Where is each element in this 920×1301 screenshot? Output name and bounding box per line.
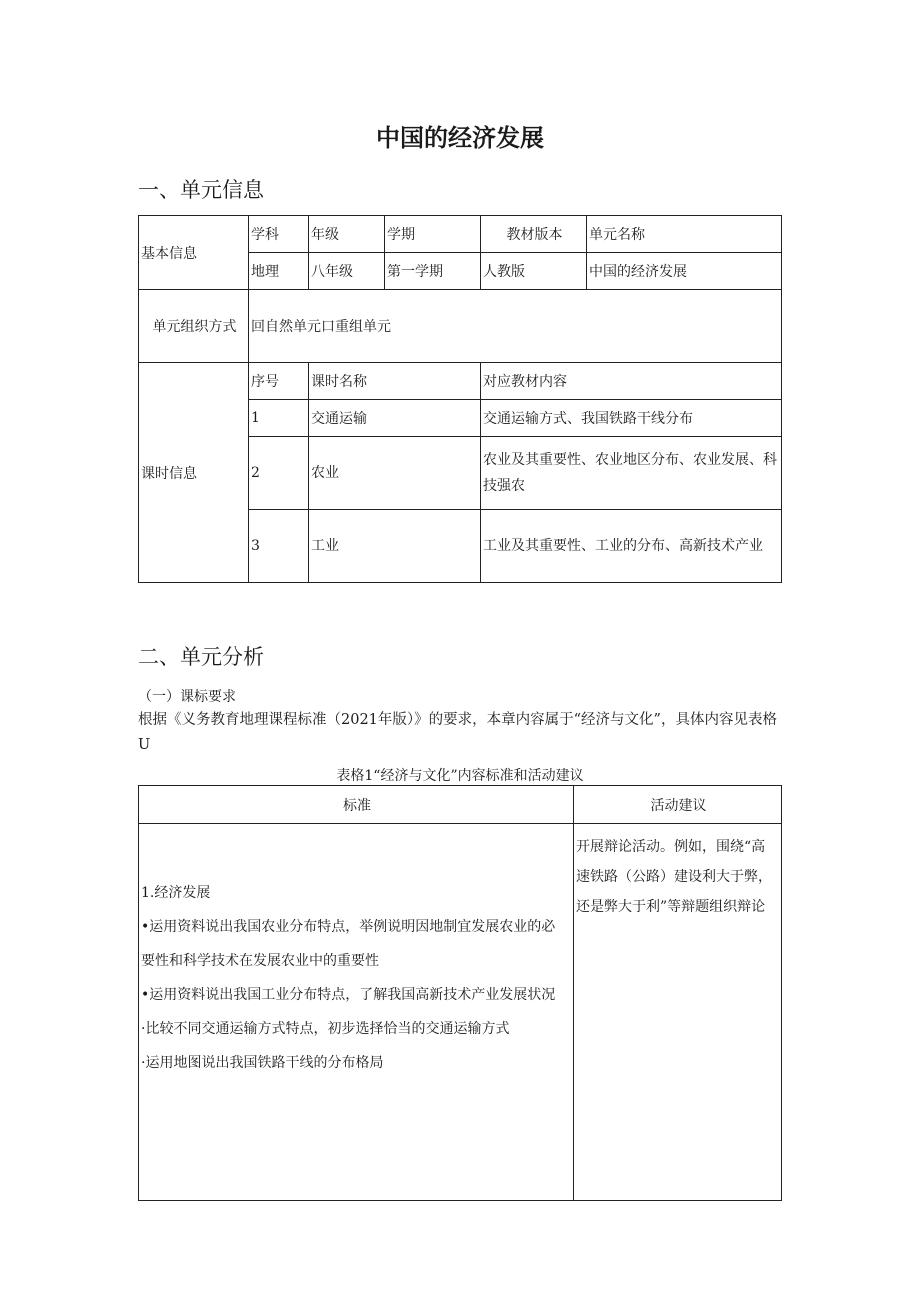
table-cell: 1 — [249, 400, 309, 437]
table-row — [139, 824, 782, 1201]
standard-line: •运用资料说出我国工业分布特点，了解我国高新技术产业发展状况 — [141, 987, 556, 1003]
table-cell: 中国的经济发展 — [587, 253, 782, 290]
lessons-label: 课时信息 — [139, 363, 249, 583]
table-caption: 表格1“经济与文化”内容标准和活动建议 — [336, 768, 584, 784]
table-cell: 教材版本 — [481, 216, 587, 253]
table-cell: 八年级 — [309, 253, 385, 290]
standard-line: 1.经济发展 — [141, 885, 211, 901]
table-cell: 2 — [249, 437, 309, 510]
table-cell: 第一学期 — [385, 253, 481, 290]
table-row — [139, 363, 782, 400]
table-row — [139, 786, 782, 824]
table-header: 活动建议 — [574, 786, 782, 824]
intro-paragraph: 根据《义务教育地理课程标准（2021年版）》的要求，本章内容属于“经济与文化”，具体内容见表格U — [138, 712, 777, 753]
table-cell: 工业及其重要性、工业的分布、高新技术产业 — [481, 510, 782, 583]
section-heading-unit-analysis: 二、单元分析 — [138, 645, 264, 669]
standard-line: ·比较不同交通运输方式特点，初步选择恰当的交通运输方式 — [141, 1021, 510, 1037]
table-cell: 单元名称 — [587, 216, 782, 253]
table-cell: 农业 — [309, 437, 481, 510]
table-cell: 课时名称 — [309, 363, 481, 400]
table-cell: 年级 — [309, 216, 385, 253]
standard-line: •运用资料说出我国农业分布特点，举例说明因地制宜发展农业的必要性和科学技术在发展农业中的重要性 — [141, 919, 556, 969]
table-cell: 工业 — [309, 510, 481, 583]
table-cell: 学期 — [385, 216, 481, 253]
section-heading-unit-info: 一、单元信息 — [138, 178, 264, 202]
organization-value: 回自然单元口重组单元 — [249, 290, 782, 363]
table-cell: 序号 — [249, 363, 309, 400]
table-cell: 对应教材内容 — [481, 363, 782, 400]
standards-cell — [139, 824, 574, 1201]
table-cell: 地理 — [249, 253, 309, 290]
unit-info-table — [138, 215, 782, 583]
standard-line: ·运用地图说出我国铁路干线的分布格局 — [141, 1055, 384, 1071]
table-cell: 3 — [249, 510, 309, 583]
table-cell: 人教版 — [481, 253, 587, 290]
organization-label: 单元组织方式 — [139, 290, 249, 363]
basic-info-label: 基本信息 — [139, 216, 249, 290]
table-cell: 学科 — [249, 216, 309, 253]
table-cell: 交通运输方式、我国铁路干线分布 — [481, 400, 782, 437]
table-cell: 农业及其重要性、农业地区分布、农业发展、科技强农 — [481, 437, 782, 510]
subheading-curriculum: （一）课标要求 — [138, 689, 236, 705]
activity-cell: 开展辩论活动。例如，围绕“高速铁路（公路）建设利大于弊，还是弊大于利”等辩题组织辩论 — [574, 824, 782, 1201]
page-title: 中国的经济发展 — [376, 124, 544, 152]
table-row — [139, 290, 782, 363]
table-header: 标准 — [139, 786, 574, 824]
table-cell: 交通运输 — [309, 400, 481, 437]
standards-table — [138, 785, 782, 1201]
table-row — [139, 216, 782, 253]
